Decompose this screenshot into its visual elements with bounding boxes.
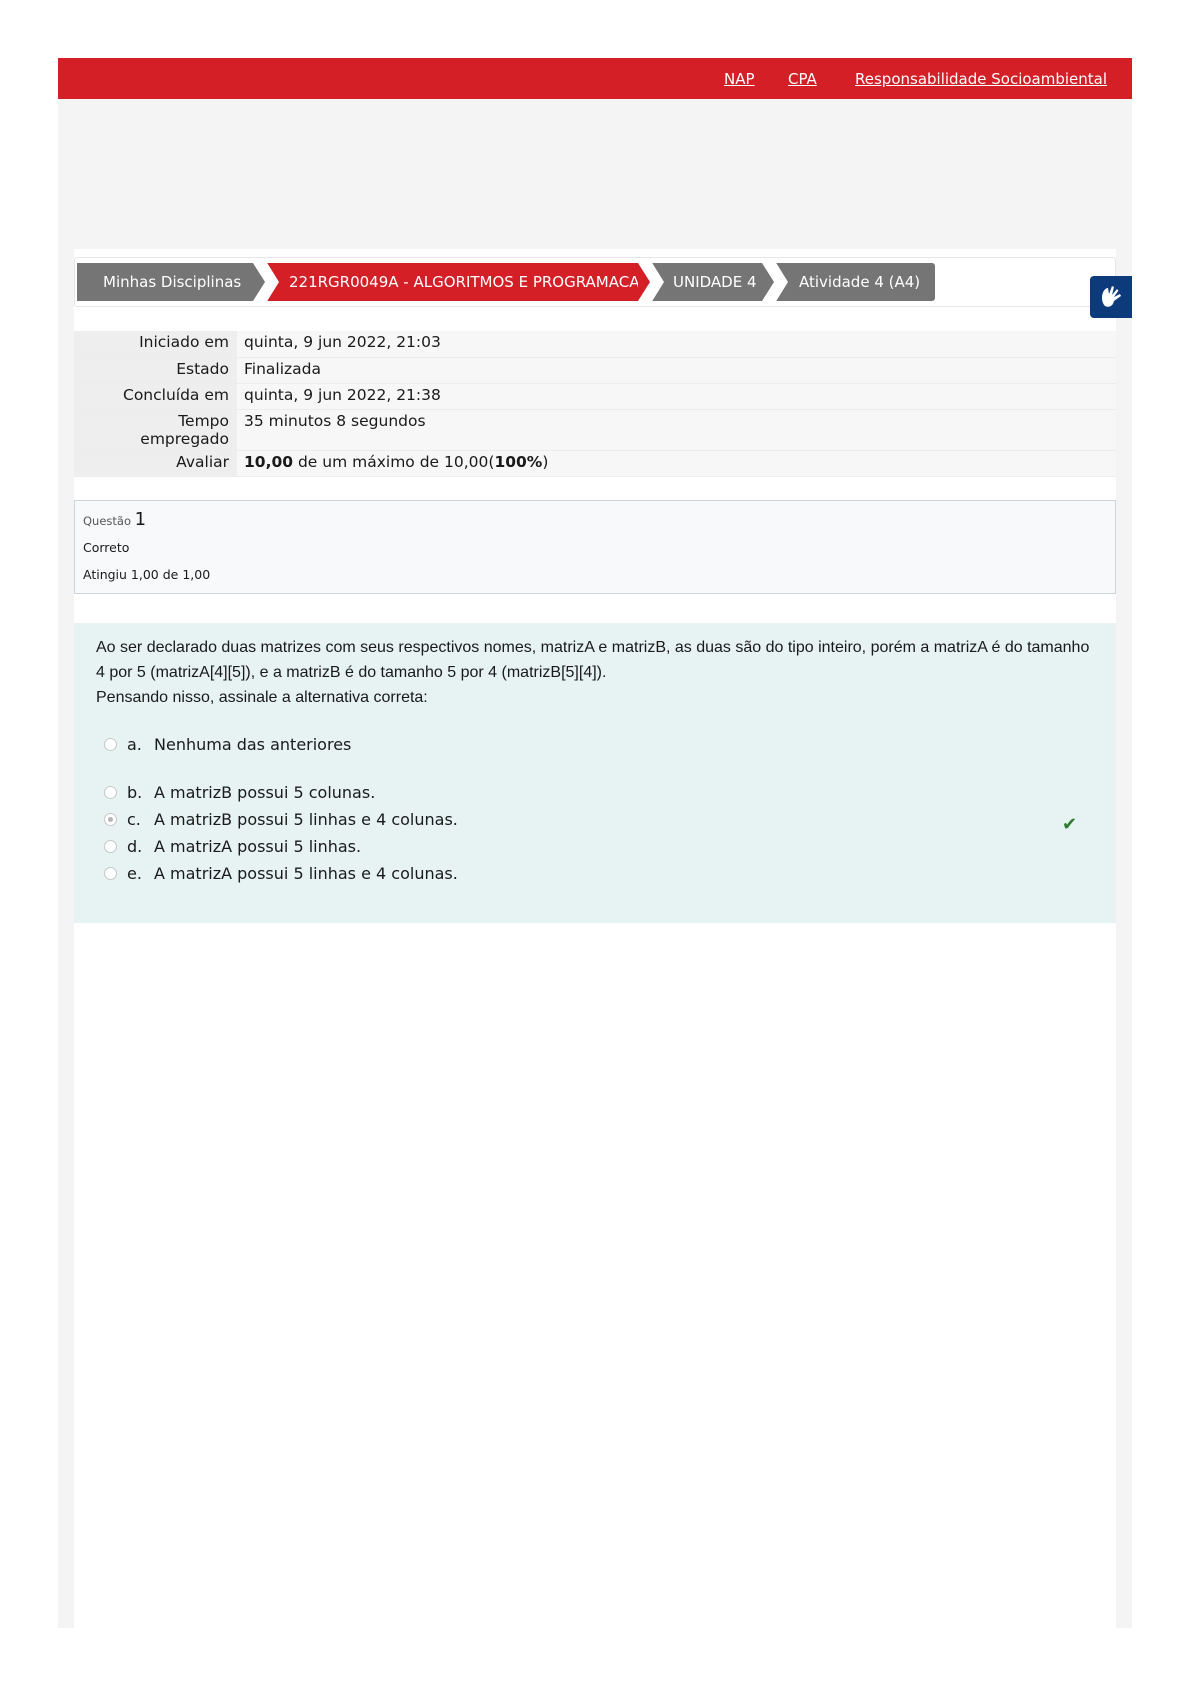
- radio-button-selected[interactable]: [104, 813, 117, 826]
- answer-option-e[interactable]: [104, 864, 458, 883]
- summary-label: [74, 409, 237, 450]
- answer-letter: d.: [127, 837, 143, 856]
- summary-label-line: Tempo: [178, 411, 229, 430]
- breadcrumb-item-minhas-disciplinas[interactable]: Minhas Disciplinas: [77, 263, 253, 301]
- answer-text: A matrizB possui 5 colunas.: [154, 783, 376, 802]
- question-content: [74, 623, 1116, 923]
- breadcrumb-chevron: [638, 263, 650, 301]
- radio-button[interactable]: [104, 738, 117, 751]
- answer-text: A matrizB possui 5 linhas e 4 colunas.: [154, 810, 458, 829]
- summary-value: quinta, 9 jun 2022, 21:38: [237, 383, 1116, 409]
- question-text: [96, 635, 1096, 710]
- question-state: Correto: [83, 540, 130, 555]
- summary-label: Iniciado em: [74, 331, 237, 357]
- summary-value: Finalizada: [237, 357, 1116, 383]
- answer-option-c[interactable]: [104, 810, 458, 829]
- answer-option-d[interactable]: [104, 837, 361, 856]
- sign-language-hands-icon[interactable]: [1090, 276, 1132, 318]
- summary-value: quinta, 9 jun 2022, 21:03: [237, 331, 1116, 357]
- summary-label-line: empregado: [140, 429, 229, 448]
- breadcrumb: [74, 257, 1116, 307]
- answer-letter: e.: [127, 864, 142, 883]
- page-background: [58, 58, 1132, 1628]
- summary-label: Concluída em: [74, 383, 237, 409]
- answer-option-b[interactable]: [104, 783, 375, 802]
- question-label: Questão: [83, 514, 131, 528]
- breadcrumb-chevron: [762, 263, 774, 301]
- nav-link-responsabilidade[interactable]: Responsabilidade Socioambiental: [855, 70, 1108, 88]
- summary-row-grade: [74, 450, 1116, 476]
- summary-row-state: [74, 357, 1116, 383]
- radio-button[interactable]: [104, 867, 117, 880]
- breadcrumb-chevron: [266, 261, 279, 303]
- radio-button[interactable]: [104, 786, 117, 799]
- question-info-box: [74, 500, 1116, 594]
- answer-letter: b.: [127, 783, 143, 802]
- answer-option-a[interactable]: [104, 735, 351, 754]
- summary-label: Avaliar: [74, 450, 237, 476]
- summary-value: 35 minutos 8 segundos: [237, 409, 1116, 450]
- answer-letter: c.: [127, 810, 141, 829]
- top-navigation-bar: [58, 58, 1132, 99]
- breadcrumb-chevron: [651, 261, 664, 303]
- answer-text: Nenhuma das anteriores: [154, 735, 352, 754]
- breadcrumb-chevron: [253, 263, 265, 301]
- grade-score: 10,00: [244, 452, 294, 471]
- question-number: [83, 509, 146, 530]
- grade-max: de um máximo de 10,00(: [297, 452, 495, 471]
- question-number-value: 1: [134, 509, 147, 530]
- breadcrumb-chevron: [775, 261, 788, 303]
- answer-text: A matrizA possui 5 linhas.: [154, 837, 362, 856]
- radio-button[interactable]: [104, 840, 117, 853]
- grade-percent: 100%: [494, 452, 543, 471]
- answer-text: A matrizA possui 5 linhas e 4 colunas.: [154, 864, 458, 883]
- summary-value: [237, 450, 1116, 476]
- summary-label: Estado: [74, 357, 237, 383]
- breadcrumb-item-unidade[interactable]: UNIDADE 4: [651, 263, 762, 301]
- question-grade: Atingiu 1,00 de 1,00: [83, 567, 211, 582]
- main-content: [74, 249, 1116, 1628]
- nav-link-cpa[interactable]: CPA: [788, 70, 817, 88]
- summary-row-time: [74, 409, 1116, 450]
- summary-row-started: [74, 331, 1116, 357]
- check-icon: ✔: [1062, 814, 1078, 835]
- grade-close: ): [542, 452, 549, 471]
- summary-row-completed: [74, 383, 1116, 409]
- nav-link-nap[interactable]: NAP: [724, 70, 755, 88]
- question-text-paragraph: Ao ser declarado duas matrizes com seus respectivos nomes, matrizA e matrizB, as duas são do tipo inteiro, porém a matrizA é do tamanho 4 por 5 (matrizA[4][5]), e a matrizB é do tamanho 5 por 4 (matrizB[5][4]).: [96, 639, 1090, 681]
- attempt-summary-table: [74, 331, 1116, 477]
- question-text-paragraph: Pensando nisso, assinale a alternativa correta:: [96, 689, 428, 706]
- breadcrumb-item-atividade[interactable]: Atividade 4 (A4): [775, 263, 935, 301]
- breadcrumb-item-course[interactable]: 221RGR0049A - ALGORITMOS E PROGRAMACAO: [266, 263, 638, 301]
- answer-letter: a.: [127, 735, 142, 754]
